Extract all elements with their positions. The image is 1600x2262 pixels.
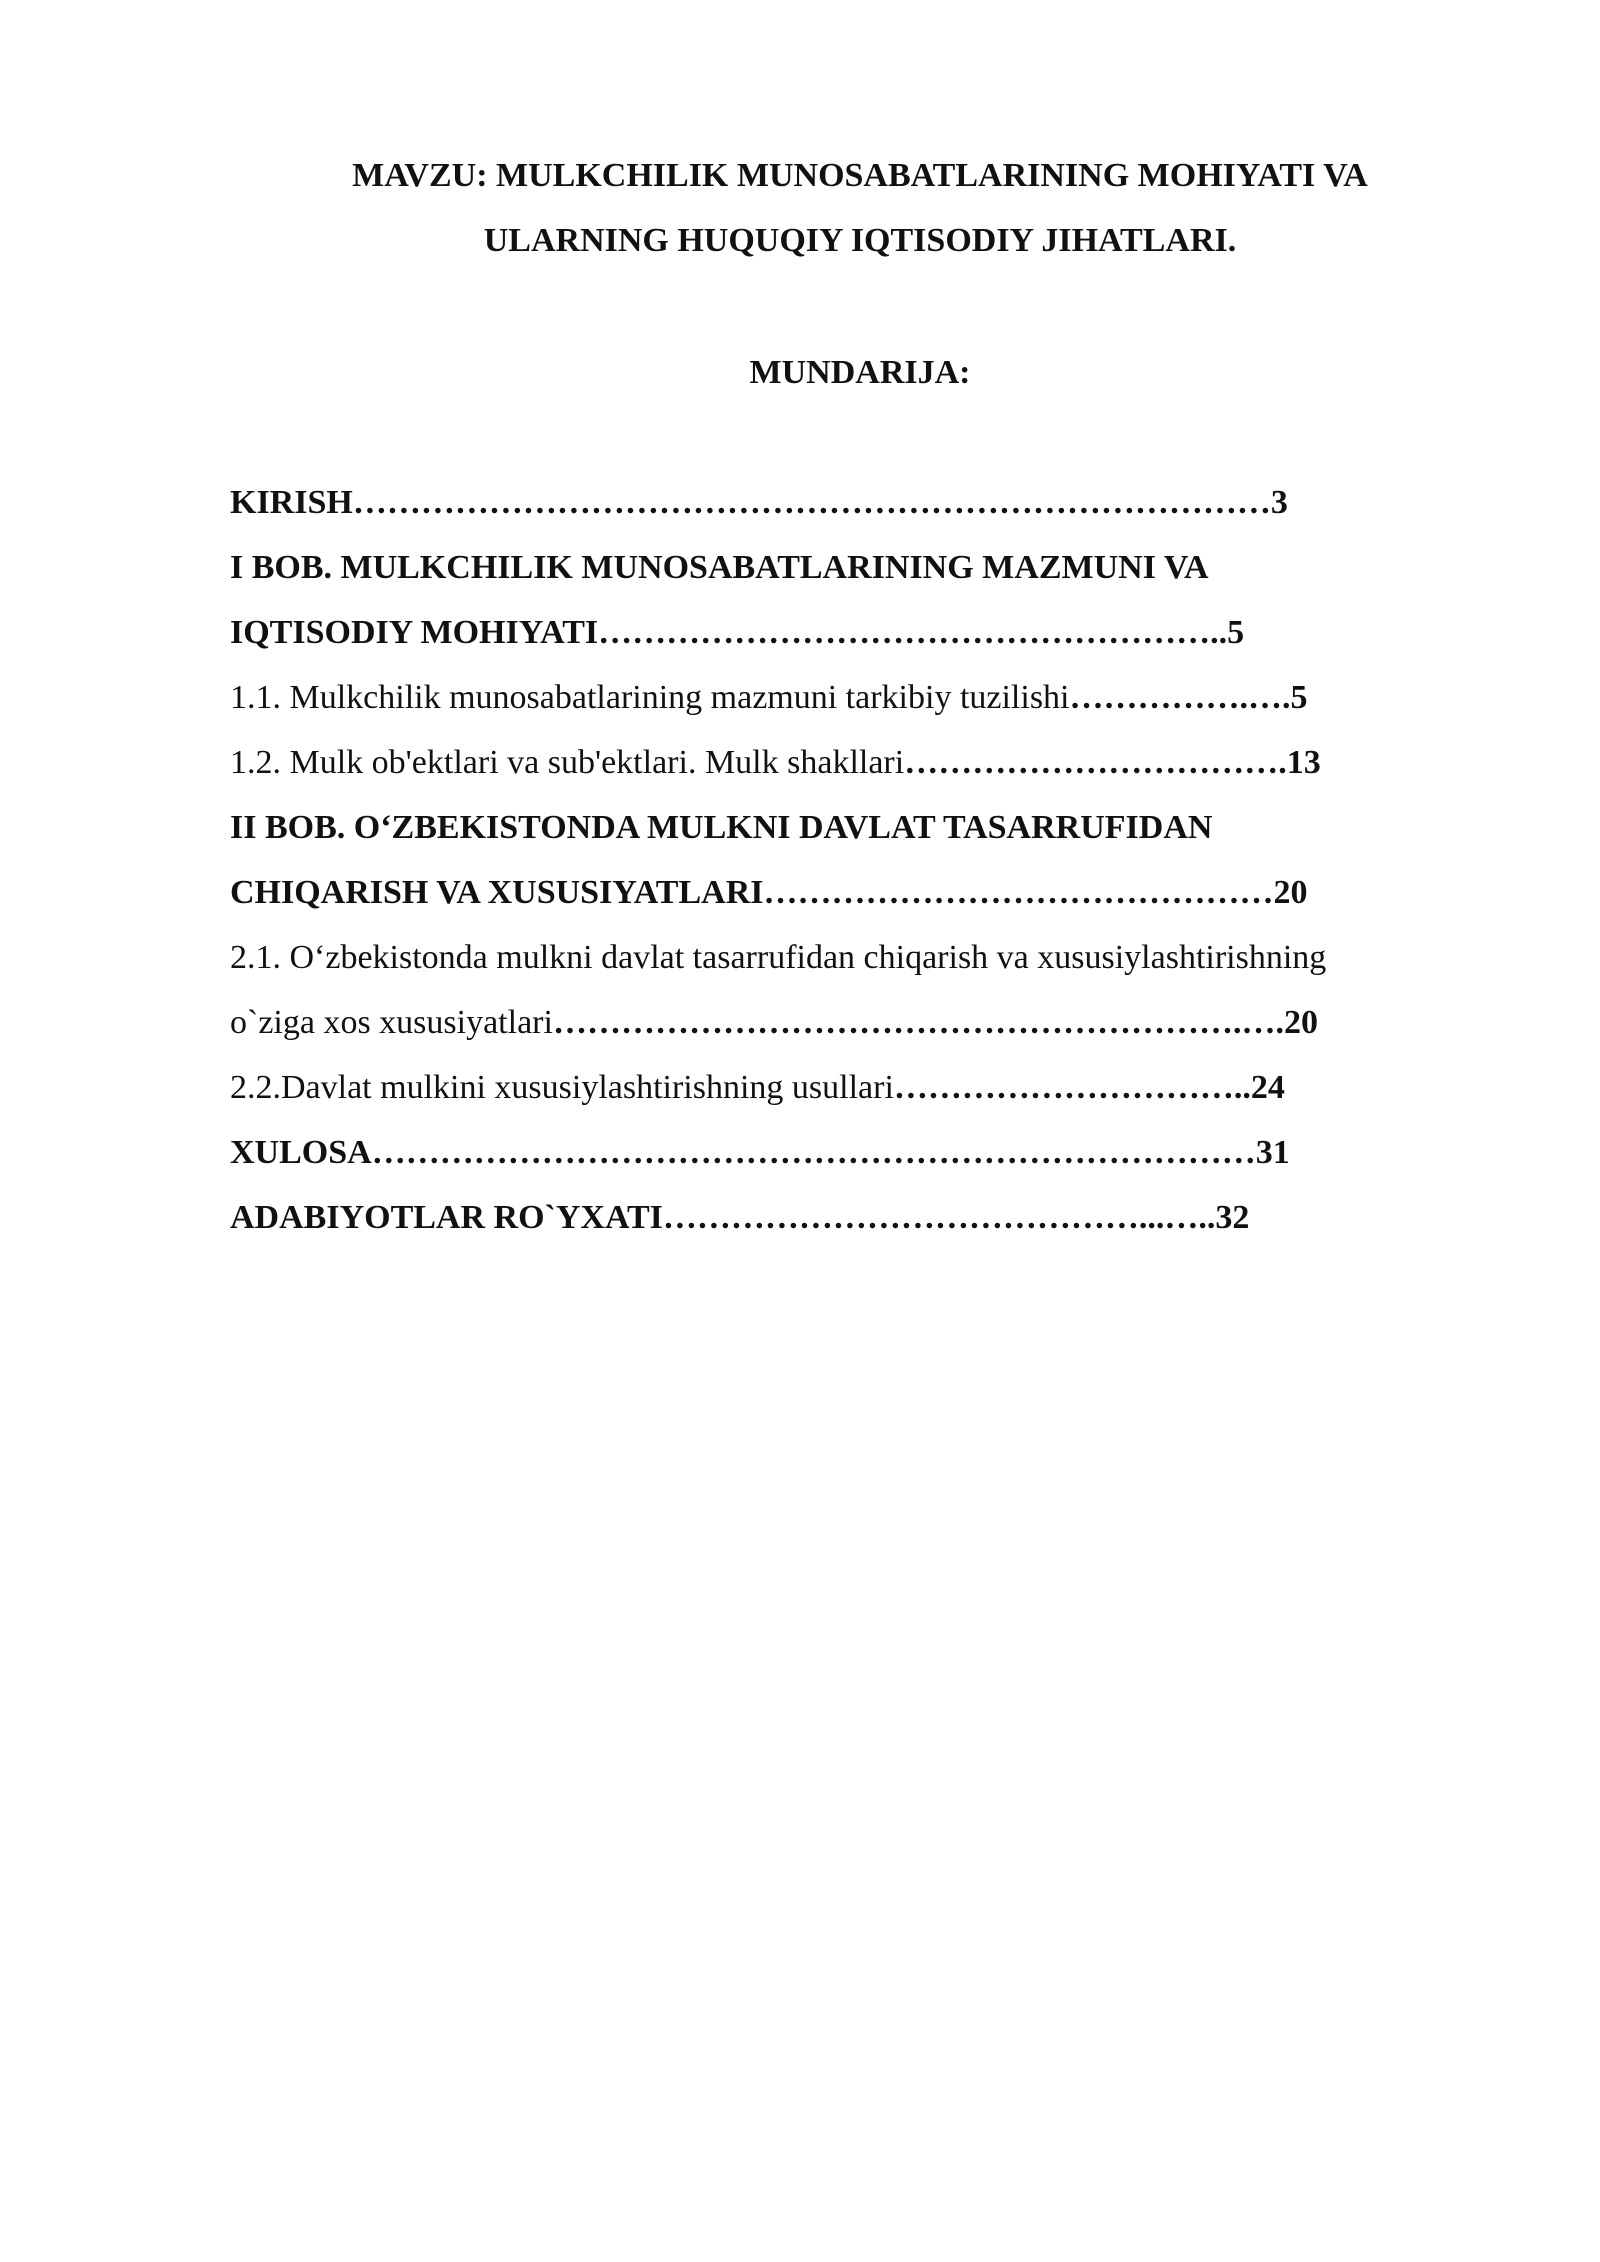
toc-entry bbox=[230, 795, 1460, 860]
toc-entry bbox=[230, 730, 1460, 795]
toc-entry-text: CHIQARISH VA XUSUSIYATLARI bbox=[230, 874, 764, 911]
toc-entry-leader-page: ……………………………………………………………………31 bbox=[371, 1134, 1290, 1171]
toc-entry-text: 2.2.Davlat mulkini xususiylashtirishning usullari bbox=[230, 1069, 894, 1106]
toc-entry-text: ADABIYOTLAR RO`YXATI bbox=[230, 1199, 663, 1236]
toc-entry bbox=[230, 470, 1460, 535]
toc-entry bbox=[230, 665, 1460, 730]
toc-entry-text: XULOSA bbox=[230, 1134, 372, 1171]
toc-entry-leader-page: …………………………….13 bbox=[904, 744, 1321, 781]
toc-entry bbox=[230, 925, 1460, 990]
toc-entry-text: II BOB. O‘ZBEKISTONDA MULKNI DAVLAT TASARRUFIDAN bbox=[230, 809, 1213, 846]
toc-entry bbox=[230, 860, 1460, 925]
toc-entry-leader-page: ………………………………………………………………………3 bbox=[352, 484, 1288, 521]
toc-entry-leader-page: …………………………………………………….….20 bbox=[552, 1004, 1318, 1041]
toc-entry bbox=[230, 535, 1460, 600]
toc-entry-text: IQTISODIY MOHIYATI bbox=[230, 614, 599, 651]
toc-entry-text: 1.2. Mulk ob'ektlari va sub'ektlari. Mulk shakllari bbox=[230, 744, 905, 781]
toc-entry-leader-page: …………………………..24 bbox=[893, 1069, 1285, 1106]
toc-entry-text: 2.1. O‘zbekistonda mulkni davlat tasarrufidan chiqarish va xususiylashtirishning bbox=[230, 939, 1327, 976]
toc-entry bbox=[230, 600, 1460, 665]
toc-entry-text: 1.1. Mulkchilik munosabatlarining mazmuni tarkibiy tuzilishi bbox=[230, 679, 1070, 716]
table-of-contents bbox=[230, 470, 1460, 1250]
toc-entry-leader-page: ………………………………………20 bbox=[763, 874, 1308, 911]
toc-entry bbox=[230, 1055, 1460, 1120]
toc-entry-leader-page: …………….….5 bbox=[1069, 679, 1308, 716]
toc-entry-leader-page: ……………………………………...…..32 bbox=[662, 1199, 1250, 1236]
contents-heading: MUNDARIJA: bbox=[749, 354, 971, 391]
toc-entry bbox=[230, 1120, 1460, 1185]
title-line-1: MAVZU: MULKCHILIK MUNOSABATLARINING MOHIYATI VA bbox=[352, 157, 1368, 194]
title-line-2: ULARNING HUQUQIY IQTISODIY JIHATLARI. bbox=[483, 222, 1237, 259]
toc-entry bbox=[230, 1185, 1460, 1250]
toc-entry-text: o`ziga xos xususiyatlari bbox=[230, 1004, 553, 1041]
toc-entry bbox=[230, 990, 1460, 1055]
toc-entry-leader-page: ………………………………………………..5 bbox=[598, 614, 1245, 651]
document-title bbox=[230, 143, 1490, 273]
toc-entry-text: I BOB. MULKCHILIK MUNOSABATLARINING MAZMUNI VA bbox=[230, 549, 1209, 586]
toc-entry-text: KIRISH bbox=[230, 484, 353, 521]
